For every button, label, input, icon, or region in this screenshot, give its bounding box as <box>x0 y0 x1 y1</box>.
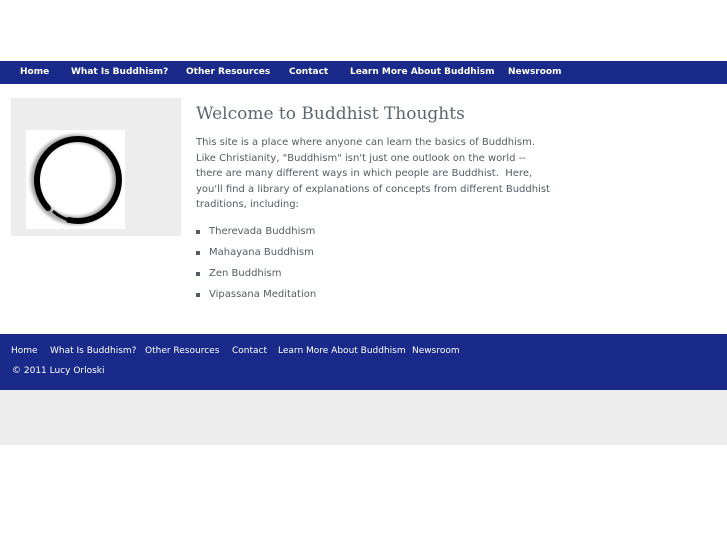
footer <box>0 334 727 390</box>
intro-line: there are many different ways in which people are Buddhist. Here, <box>196 168 533 180</box>
footer-link-other-resources[interactable]: Other Resources <box>145 346 220 356</box>
intro-line: you'll find a library of explanations of concepts from different Buddhist <box>196 183 550 195</box>
bullet-icon <box>196 272 200 276</box>
main-content <box>196 104 550 300</box>
nav-item-home[interactable]: Home <box>20 67 50 77</box>
footer-link-what-is-buddhism[interactable]: What Is Buddhism? <box>50 346 137 356</box>
footer-link-home[interactable]: Home <box>11 346 38 356</box>
bullet-icon <box>196 230 200 234</box>
bullet-icon <box>196 293 200 297</box>
footer-link-learn-more[interactable]: Learn More About Buddhism <box>278 346 406 356</box>
enso-circle-icon <box>26 130 125 229</box>
copyright-text: © 2011 Lucy Orloski <box>12 366 105 376</box>
list-item-label: Therevada Buddhism <box>209 226 316 237</box>
footer-link-contact[interactable]: Contact <box>232 346 268 356</box>
list-item <box>196 263 316 284</box>
sidebar-panel <box>11 98 181 236</box>
list-item <box>196 284 316 305</box>
intro-line: This site is a place where anyone can learn the basics of Buddhism. <box>196 137 536 148</box>
nav-item-learn-more[interactable]: Learn More About Buddhism <box>350 67 495 77</box>
nav-item-other-resources[interactable]: Other Resources <box>186 67 271 77</box>
nav-item-contact[interactable]: Contact <box>289 67 329 77</box>
nav-item-what-is-buddhism[interactable]: What Is Buddhism? <box>71 67 169 77</box>
intro-line: traditions, including: <box>196 199 299 211</box>
bullet-icon <box>196 251 200 255</box>
traditions-list <box>196 221 316 305</box>
intro-line: Like Christianity, "Buddhism" isn't just one outlook on the world -- <box>196 152 526 164</box>
page-title: Welcome to Buddhist Thoughts <box>196 104 465 124</box>
intro-paragraph <box>196 135 550 213</box>
nav-item-newsroom[interactable]: Newsroom <box>508 67 562 77</box>
list-item-label: Zen Buddhism <box>209 268 282 279</box>
footer-link-newsroom[interactable]: Newsroom <box>412 346 460 356</box>
logo-frame <box>26 130 125 229</box>
bottom-band <box>0 390 727 445</box>
list-item <box>196 242 316 263</box>
list-item-label: Vipassana Meditation <box>209 289 317 300</box>
list-item <box>196 221 316 242</box>
list-item-label: Mahayana Buddhism <box>209 247 314 258</box>
top-navigation-bar <box>0 61 727 84</box>
